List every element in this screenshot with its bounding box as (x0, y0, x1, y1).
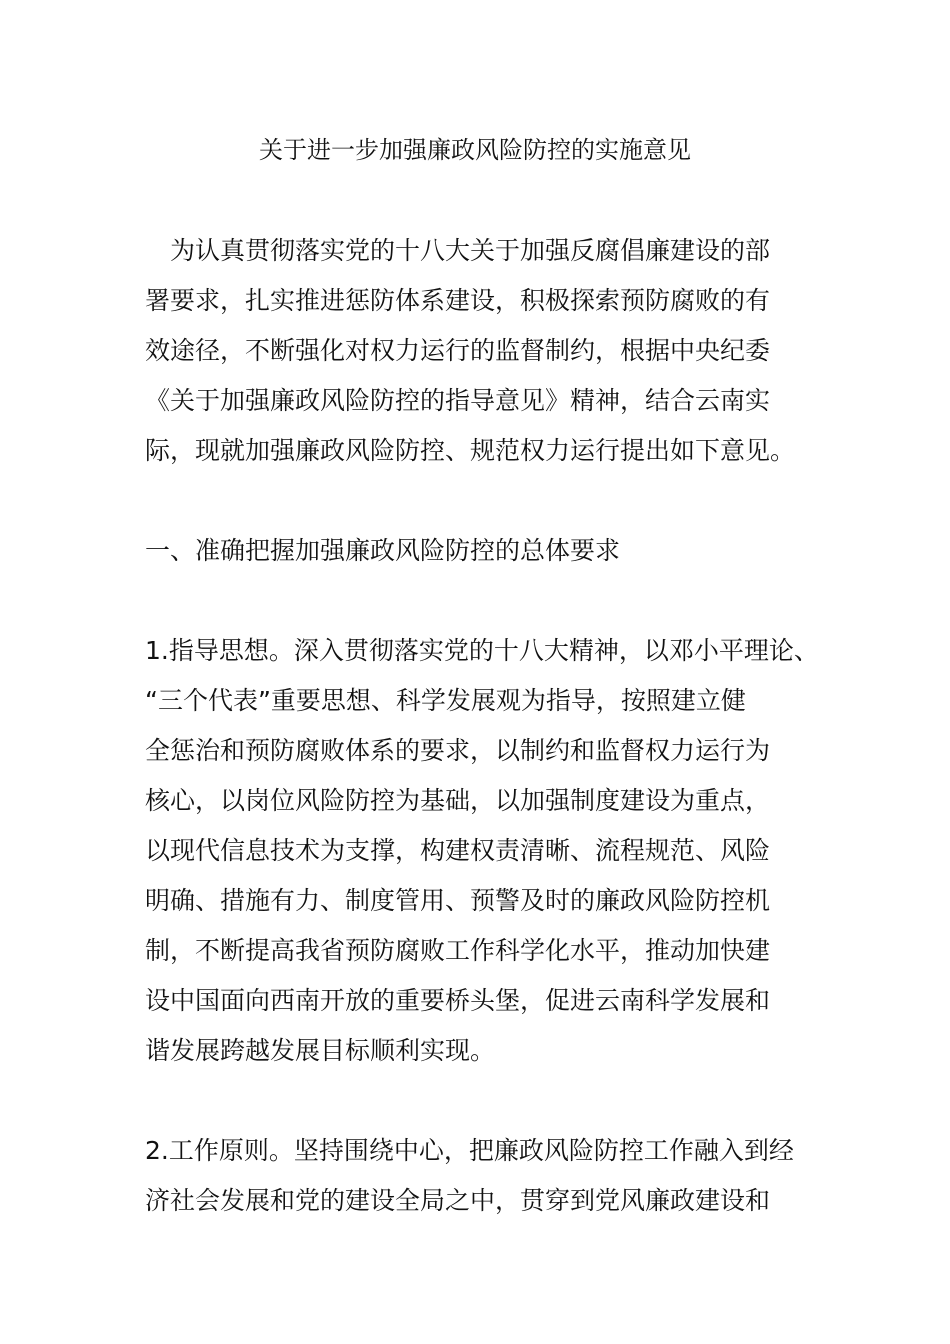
intro-line-4: 《关于加强廉政风险防控的指导意见》精神，结合云南实 (145, 386, 771, 415)
section-heading: 一、准确把握加强廉政风险防控的总体要求 (145, 536, 621, 565)
item1-line-7: 制，不断提高我省预防腐败工作科学化水平，推动加快建 (145, 936, 771, 965)
item1-line-6: 明确、措施有力、制度管用、预警及时的廉政风险防控机 (145, 886, 771, 915)
item1-line-9: 谐发展跨越发展目标顺利实现。 (145, 1036, 496, 1065)
item1-line-8: 设中国面向西南开放的重要桥头堡，促进云南科学发展和 (145, 986, 771, 1015)
intro-line-2: 署要求，扎实推进惩防体系建设，积极探索预防腐败的有 (145, 286, 771, 315)
document-title: 关于进一步加强廉政风险防控的实施意见 (259, 136, 691, 164)
intro-line-1: 为认真贯彻落实党的十八大关于加强反腐倡廉建设的部 (145, 236, 771, 265)
intro-line-5: 际，现就加强廉政风险防控、规范权力运行提出如下意见。 (145, 436, 796, 465)
item1-line-1: 1.指导思想。深入贯彻落实党的十八大精神，以邓小平理论、 (145, 636, 819, 665)
item1-line-3: 全惩治和预防腐败体系的要求，以制约和监督权力运行为 (145, 736, 771, 765)
item1-line-2: “三个代表”重要思想、科学发展观为指导，按照建立健 (145, 686, 746, 715)
item2-line-1: 2.工作原则。坚持围绕中心，把廉政风险防控工作融入到经 (145, 1136, 794, 1165)
intro-line-3: 效途径，不断强化对权力运行的监督制约，根据中央纪委 (145, 336, 771, 365)
item1-line-5: 以现代信息技术为支撑，构建权责清晰、流程规范、风险 (145, 836, 771, 865)
item1-line-4: 核心，以岗位风险防控为基础，以加强制度建设为重点， (145, 786, 771, 815)
item2-line-2: 济社会发展和党的建设全局之中，贯穿到党风廉政建设和 (145, 1186, 771, 1215)
